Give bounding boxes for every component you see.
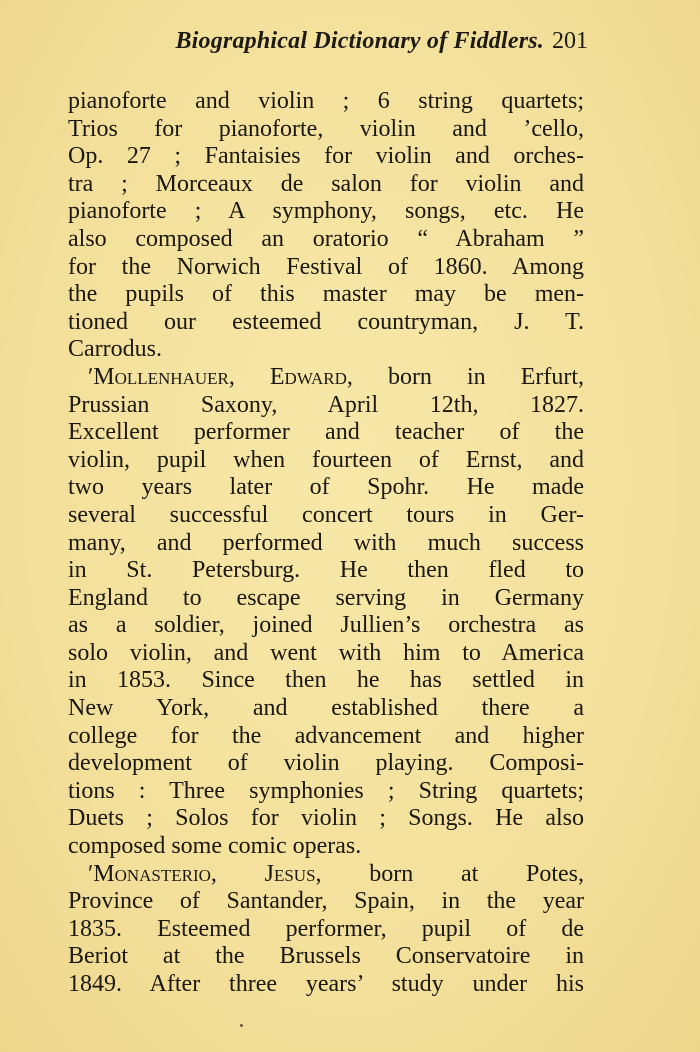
text-line	[68, 143, 584, 171]
line-text: 1849. After three years’ study under his	[68, 971, 584, 997]
text-line	[68, 336, 584, 364]
text-line	[68, 392, 584, 420]
text-line	[68, 254, 584, 282]
text-line	[68, 198, 584, 226]
text-line	[68, 530, 584, 558]
entry-name: ʹMonasterio, Jesus,	[88, 860, 322, 887]
line-text: composed some comic operas.	[68, 833, 362, 860]
line-text: England to escape serving in Germany	[68, 584, 584, 611]
text-line	[68, 778, 584, 806]
line-text: Prussian Saxony, April 12th, 1827.	[68, 391, 584, 418]
line-text: pianoforte ; A symphony, songs, etc. He	[68, 198, 584, 225]
text-line	[68, 281, 584, 309]
text-line	[68, 640, 584, 668]
line-text: several successful concert tours in Ger-	[68, 501, 584, 528]
line-text: Beriot at the Brussels Conservatoire in	[68, 943, 584, 970]
text-line	[68, 833, 584, 861]
text-line	[68, 943, 584, 971]
line-text: in St. Petersburg. He then fled to	[68, 557, 584, 584]
running-head	[68, 28, 588, 55]
text-line	[68, 88, 584, 116]
line-text: development of violin playing. Composi-	[68, 750, 584, 777]
text-line	[68, 750, 584, 778]
print-speck	[240, 1024, 243, 1027]
entry-name: ʹMollenhauer, Edward,	[88, 363, 353, 390]
text-line	[68, 667, 584, 695]
line-text: born in Erfurt,	[352, 363, 584, 390]
line-text: Trios for pianoforte, violin and ’cello,	[68, 115, 584, 142]
line-text: pianoforte and violin ; 6 string quartets;	[68, 88, 584, 114]
text-line	[68, 557, 584, 585]
line-text: tioned our esteemed countryman, J. T.	[68, 308, 584, 335]
line-text: many, and performed with much success	[68, 529, 584, 556]
line-text: for the Norwich Festival of 1860. Among	[68, 253, 584, 280]
line-text: solo violin, and went with him to America	[68, 639, 584, 666]
text-line	[68, 805, 584, 833]
text-line	[68, 723, 584, 751]
line-text: Op. 27 ; Fantaisies for violin and orches-	[68, 143, 584, 170]
text-line	[68, 585, 584, 613]
line-text: Carrodus.	[68, 336, 162, 363]
line-text: as a soldier, joined Jullien’s orchestra as	[68, 612, 584, 639]
line-text: 1835. Esteemed performer, pupil of de	[68, 915, 584, 942]
line-text: the pupils of this master may be men-	[68, 281, 584, 308]
entry-heading-line	[68, 861, 584, 889]
text-line	[68, 612, 584, 640]
line-text: New York, and established there a	[68, 695, 584, 722]
text-line	[68, 226, 584, 254]
line-text: two years later of Spohr. He made	[68, 474, 584, 501]
text-line	[68, 502, 584, 530]
line-text: Duets ; Solos for violin ; Songs. He also	[68, 805, 584, 832]
line-text: violin, pupil when fourteen of Ernst, and	[68, 446, 584, 473]
line-text: born at Potes,	[321, 860, 584, 887]
text-line	[68, 916, 584, 944]
text-line	[68, 419, 584, 447]
page-number: 201	[552, 28, 588, 54]
line-text: tions : Three symphonies ; String quartets;	[68, 777, 584, 804]
text-line	[68, 695, 584, 723]
text-line	[68, 171, 584, 199]
text-line	[68, 888, 584, 916]
text-line	[68, 474, 584, 502]
text-line	[68, 447, 584, 475]
running-title: Biographical Dictionary of Fiddlers.	[175, 28, 544, 54]
line-text: Province of Santander, Spain, in the year	[68, 888, 584, 915]
body-text	[68, 88, 584, 999]
line-text: tra ; Morceaux de salon for violin and	[68, 170, 584, 197]
text-line	[68, 116, 584, 144]
entry-heading-line	[68, 364, 584, 392]
text-line	[68, 309, 584, 337]
line-text: in 1853. Since then he has settled in	[68, 667, 584, 694]
text-line	[68, 971, 584, 999]
line-text: Excellent performer and teacher of the	[68, 419, 584, 446]
line-text: also composed an oratorio “ Abraham ”	[68, 225, 584, 252]
line-text: college for the advancement and higher	[68, 722, 584, 749]
